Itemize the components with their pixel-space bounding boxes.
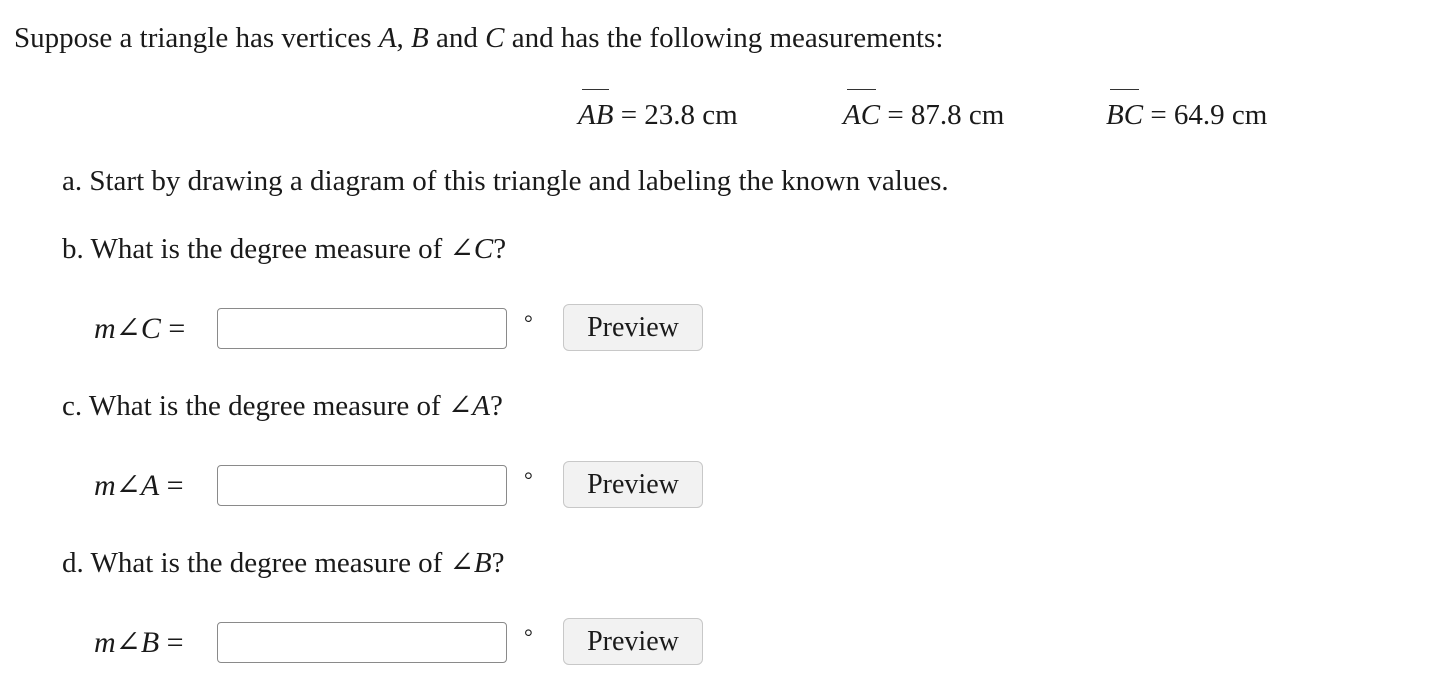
measurement-ac — [843, 97, 1004, 133]
label-m: m — [94, 312, 116, 345]
answer-label-b — [94, 624, 184, 662]
measurement-bc — [1106, 97, 1267, 133]
angle-symbol: ∠ — [449, 547, 474, 579]
preview-button-c[interactable]: Preview — [563, 304, 703, 351]
segment-ab: AB — [578, 99, 614, 131]
degree-symbol: ° — [524, 310, 533, 335]
value-bc: 64.9 cm — [1173, 99, 1268, 131]
prompt-text: d. What is the degree measure of — [62, 547, 450, 579]
part-a-prompt: a. Start by drawing a diagram of this triangle and labeling the known values. — [62, 165, 949, 197]
degree-symbol: ° — [524, 624, 533, 649]
intro-post: and has the following measurements: — [504, 22, 944, 54]
label-m: m — [94, 469, 116, 502]
question-mark: ? — [490, 390, 503, 422]
preview-button-b[interactable]: Preview — [563, 618, 703, 665]
part-c-prompt — [62, 388, 503, 424]
label-m: m — [94, 626, 116, 659]
angle-a-input[interactable] — [217, 465, 507, 506]
value-ab: 23.8 cm — [644, 99, 738, 131]
degree-symbol: ° — [524, 467, 533, 492]
vertex-b: B — [411, 22, 429, 54]
preview-button-a[interactable]: Preview — [563, 461, 703, 508]
intro-and: and — [428, 22, 486, 54]
angle-var: A — [472, 390, 490, 422]
equals-sign: = — [159, 626, 184, 659]
intro-comma: , — [396, 22, 412, 54]
measurement-ab — [578, 97, 738, 133]
equals-sign: = — [160, 312, 186, 345]
question-mark: ? — [491, 547, 505, 579]
segment-bc: BC — [1106, 99, 1144, 131]
problem-intro — [14, 20, 943, 56]
equals-sign: = — [159, 469, 184, 502]
angle-symbol: ∠ — [449, 233, 474, 265]
equals-sign: = — [1143, 99, 1174, 131]
angle-var: B — [473, 547, 492, 579]
vertex-a: A — [378, 22, 397, 54]
equals-sign: = — [613, 99, 645, 131]
answer-label-a — [94, 467, 184, 505]
value-ac: 87.8 cm — [910, 99, 1005, 131]
label-var: C — [140, 312, 161, 345]
segment-ac: AC — [843, 99, 881, 131]
angle-symbol: ∠ — [115, 469, 141, 502]
equals-sign: = — [880, 99, 911, 131]
angle-c-input[interactable] — [217, 308, 507, 349]
angle-var: C — [473, 233, 494, 265]
label-var: A — [140, 469, 160, 502]
angle-b-input[interactable] — [217, 622, 507, 663]
prompt-text: c. What is the degree measure of — [62, 390, 448, 422]
vertex-c: C — [485, 22, 505, 54]
question-mark: ? — [493, 233, 507, 265]
angle-symbol: ∠ — [447, 390, 473, 422]
part-b-prompt — [62, 231, 506, 267]
angle-symbol: ∠ — [115, 626, 141, 659]
answer-label-c — [94, 310, 185, 348]
label-var: B — [140, 626, 160, 659]
part-d-prompt — [62, 545, 505, 581]
angle-symbol: ∠ — [115, 312, 141, 345]
prompt-text: b. What is the degree measure of — [62, 233, 450, 265]
intro-text: Suppose a triangle has vertices — [14, 22, 379, 54]
